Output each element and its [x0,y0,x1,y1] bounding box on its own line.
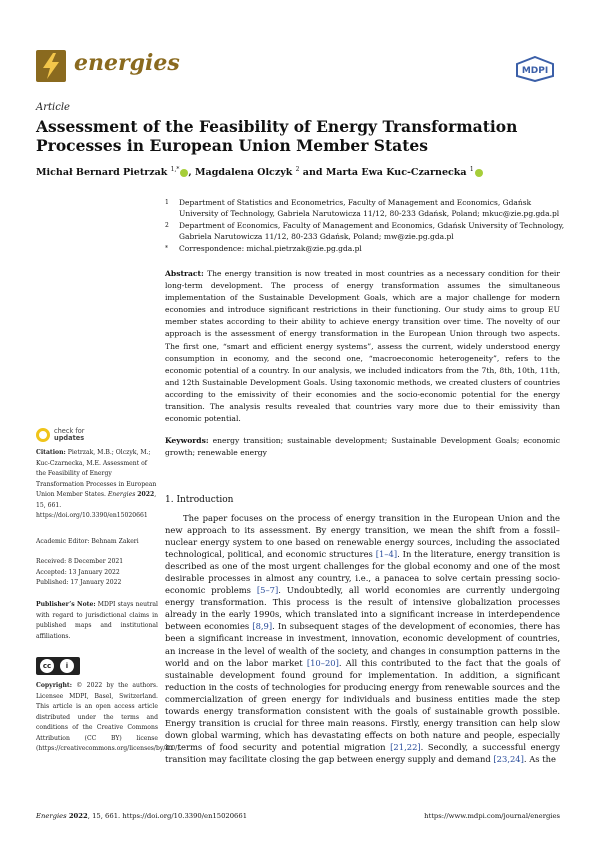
citation-ref-link[interactable]: [8,9] [252,621,273,632]
article-type: Article [36,102,70,113]
author-marks: 1 [469,166,474,173]
copyright: Copyright: © 2022 by the authors. Licensee MDPI, Basel, Switzerland. This article is an open access article distributed under the terms and conditions of the Creative Commons Attribution (CC BY) license (https://creativecommons.org/licenses/by/4.0/). [36,682,182,752]
citation-doi-link[interactable]: , 15, 661. https://doi.org/10.3390/en15020661 [36,491,157,519]
author-name[interactable]: Michał Bernard Pietrzak [36,167,168,179]
affiliation: 1 Department of Statistics and Econometrics, Faculty of Management and Economics, Gdańsk University of Technology, Gabriela Narutowicza 11/12, 80-233 Gdańsk, Poland; mkuc@zie.pg.gda.pl [165,198,560,218]
footer-doi-link[interactable]: , 15, 661. https://doi.org/10.3390/en15020661 [87,812,248,820]
paragraph-text: The paper focuses on the process of energy transition in the European Union and the new approach to its assessment. By energy transition, we mean the shift from a fossil–nuclear energy system to one based on renewable energy sources, including the associated technological, political, and economic structures [165,513,560,560]
cc-icon: cc [40,659,54,673]
citation-ref-link[interactable]: [10–20] [306,657,339,668]
section-heading: 1. Introduction [165,495,234,505]
accepted-date: Accepted: 13 January 2022 [36,568,120,576]
citation-ref-link[interactable]: [21,22] [390,741,421,752]
author-list: Michał Bernard Pietrzak $^{1,*}$ , Magdalena Olczyk $^2$ and Marta Ewa Kuc-Czarnecka $^1$ [36,166,556,178]
check-for-updates-icon[interactable] [36,428,50,442]
dates [36,557,158,589]
mdpi-logo-text: MDPI [521,66,549,76]
published-date: Published: 17 January 2022 [36,579,122,586]
journal-logo-icon [36,50,66,82]
citation-ref-link[interactable]: [5–7] [256,585,279,596]
paragraph-text: . All this contributed to the fact that the goals of sustainable development found ground for implementation. In addition, a significant reduction in the costs of technologies for producing energy from renewable sources and the commercialization of green energy for individuals and business entities made the step towards energy transformation consistent with the goals of sustainable growth possible. Energy transition is crucial for three main reasons. Firstly, energy transition can help slow down global warming, which has devastating effects on both nature and people, especially in terms of food security and potential migration [165,657,560,752]
paragraph-text: . Secondly, a successful energy transition may facilitate closing the gap between energy supply and demand [165,741,560,764]
citation-ref-link[interactable]: [23,24] [493,753,524,764]
keywords [165,435,560,459]
keywords-label: Keywords: [165,436,209,445]
correspondence: * Correspondence: michal.pietrzak@zie.pg.gda.pl [165,244,362,253]
author-name[interactable]: Marta Ewa Kuc-Czarnecka [325,167,467,179]
paragraph-text: . As the [523,753,556,764]
academic-editor: Academic Editor: Behnam Zakeri [36,538,139,545]
abstract-label: Abstract: [165,269,204,278]
introduction-paragraph [165,512,560,765]
received-date: Received: 8 December 2021 [36,558,124,565]
attribution-icon: i [60,659,74,673]
affiliations [165,198,565,257]
author-name[interactable]: Magdalena Olczyk [195,167,293,179]
check-for-updates-button[interactable]: check for updates [54,427,85,442]
citation-ref-link[interactable]: [1–4] [375,549,398,560]
publisher-note: Publisher’s Note: MDPI stays neutral with regard to jurisdictional claims in published maps and institutional affiliations. [36,601,159,640]
author-marks: 1,* [170,166,180,173]
journal-name: energies [74,50,180,76]
author-marks: 2 [295,166,300,173]
paragraph-text: . Undoubtedly, all world economies are currently undergoing energy transformation. This process is the result of intensive globalization processes already in the early 1990s, which translated into a significant increase in interdependence between economies [165,585,560,632]
article-title: Assessment of the Feasibility of Energy Transformation Processes in European Union Member States [36,117,518,155]
affiliation: 2 Department of Economics, Faculty of Management and Economics, Gdańsk University of Technology, Gabriela Narutowicza 11/12, 80-233 Gdańsk, Poland; mw@zie.pg.gda.pl [165,221,565,241]
keywords-text: energy transition; sustainable development; Sustainable Development Goals; economic growth; renewable energy [165,436,560,458]
paragraph-text: . In subsequent stages of the development of economies, there has been a significant increase in investment, innovation, economic development of countries, an increase in the level of wealth of the society, and changes in consumption patterns in the world and on the labor market [165,621,560,668]
abstract-text: The energy transition is now treated in most countries as a necessary condition for their long-term development. The process of energy transformation assumes the simultaneous implementation of the Sustainable Development Goals, which are a major challenge for modern economies and introduce significant restrictions in their functioning. Our study aims to group EU member states according to their ability to achieve energy transition over time. The novelty of our approach is the assessment of energy transformation in the European Union through two aspects. The first one, “smart and efficient energy systems”, assess the current, widely understood energy consumption in economy, and the second one, “macroeconomic heterogeneity”, refers to the economic potential of a country. In our analysis, we included indicators from the 7th, 8th, 10th, 11th, and 12th Sustainable Development Goals. Using taxonomic methods, we created clusters of countries according to the emissivity of their economies and the socio-economic potential for the energy transition. The analysis results revealed that countries vary more due to their emissivity than economic potential. [165,269,560,424]
mdpi-logo-icon [515,56,555,82]
paragraph-text: . In the literature, energy transition is described as one of the most urgent challenges for the global economy and one of the most desirable processes in almost any country, i.e., a panacea to solve certain pressing socio-economic problems [165,549,561,596]
citation: Citation: Pietrzak, M.B.; Olczyk, M.; Kuc-Czarnecka, M.E. Assessment of the Feasibility of Energy Transformation Processes in European Union Member States. Energies 2022, 15, 661. https://doi.org/10.3390/en15020661 [36,449,157,519]
journal-url-link[interactable]: https://www.mdpi.com/journal/energies [424,812,560,820]
abstract [165,268,560,425]
footer-citation: Energies 2022, 15, 661. https://doi.org/10.3390/en15020661 [36,812,248,820]
orcid-icon[interactable] [475,169,483,177]
